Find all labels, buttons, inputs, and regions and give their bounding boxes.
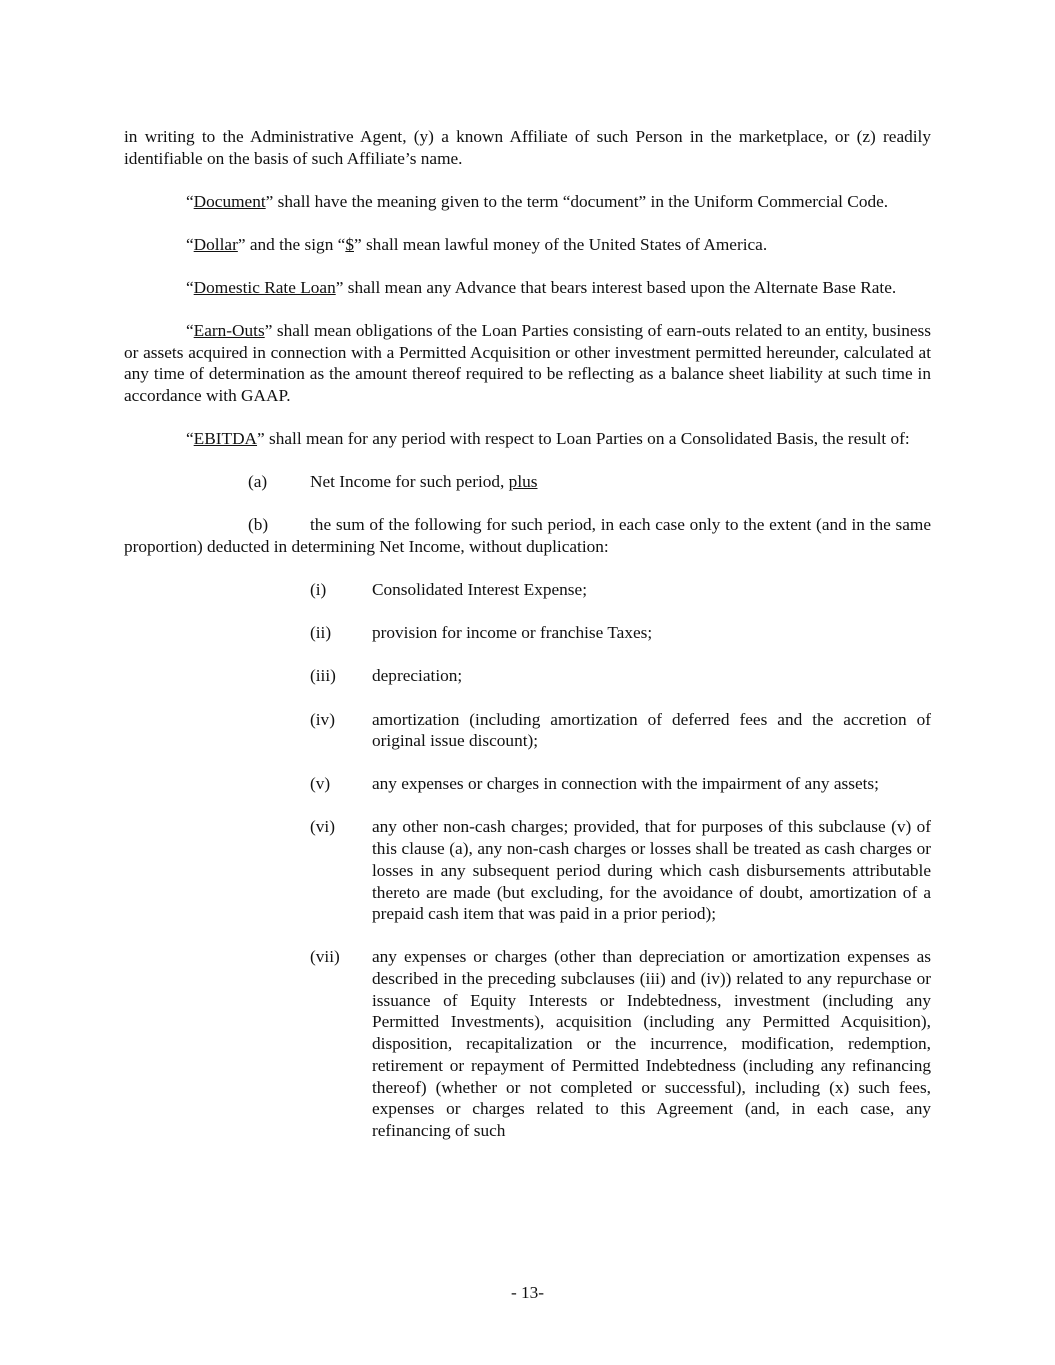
defined-term-dollar-sign: $: [345, 234, 354, 254]
subclause-text: Consolidated Interest Expense;: [372, 580, 588, 600]
defined-term-earn-outs: Earn-Outs: [193, 321, 265, 341]
open-quote: “: [186, 429, 194, 449]
page-body: [124, 126, 931, 1163]
open-quote: “: [186, 191, 194, 211]
clause-label: (a): [248, 472, 268, 492]
defined-term-domestic-rate-loan: Domestic Rate Loan: [193, 277, 336, 297]
clause-plus: plus: [508, 472, 538, 492]
subclause-label: (vi): [310, 817, 335, 837]
subclause-v: [310, 773, 931, 795]
subclause-text: depreciation;: [372, 666, 463, 686]
defined-term-dollar: Dollar: [193, 234, 238, 254]
subclause-label: (i): [310, 580, 327, 600]
subclause-i: [310, 579, 931, 601]
subclause-text: amortization (including amortization of deferred fees and the accretion of original issue discount);: [372, 709, 931, 751]
clause-text: Net Income for such period,: [310, 472, 509, 492]
subclause-vi: [310, 816, 931, 925]
subclause-text: provision for income or franchise Taxes;: [372, 623, 653, 643]
subclause-vii: [310, 946, 931, 1141]
subclause-ii: [310, 622, 931, 644]
definition-text: ” shall mean obligations of the Loan Parties consisting of earn-outs related to an entity, business or assets acquired in connection with a Permitted Acquisition or other investment permitted hereunder, calculated at any time of determination as the amount thereof required to be reflecting as a balance sheet liability at such time in accordance with GAAP.: [124, 321, 931, 406]
subclause-label: (vii): [310, 947, 340, 967]
subclause-iv: [310, 709, 931, 752]
subclause-text: any other non-cash charges; provided, that for purposes of this subclause (v) of this clause (a), any non-cash charges or losses shall be treated as cash charges or losses in any subsequent period during which cash disbursements attributable thereto are made (but excluding, for the avoidance of doubt, amortization of a prepaid cash item that was paid in a prior period);: [372, 817, 931, 924]
definition-text: ” shall have the meaning given to the term “document” in the Uniform Commercial Code.: [265, 191, 889, 211]
definition-document: [124, 191, 931, 213]
page-number: - 13-: [510, 1283, 545, 1302]
open-quote: “: [186, 277, 194, 297]
definition-dollar: [124, 234, 931, 256]
definition-ebitda: [124, 428, 931, 450]
subclause-label: (ii): [310, 623, 332, 643]
definition-text-mid: ” and the sign “: [237, 234, 346, 254]
defined-term-document: Document: [193, 191, 266, 211]
clause-a: [248, 471, 931, 493]
subclause-label: (v): [310, 774, 331, 794]
clause-label: (b): [248, 515, 269, 535]
open-quote: “: [186, 321, 194, 341]
clause-b: [124, 514, 931, 557]
definition-text: ” shall mean any Advance that bears interest based upon the Alternate Base Rate.: [335, 277, 897, 297]
subclause-text: any expenses or charges (other than depreciation or amortization expenses as described in the preceding subclauses (iii) and (iv)) related to any repurchase or issuance of Equity Interests or Indebtedness, investment (including any Permitted Investments), acquisition (including any Permitted Acquisition), disposition, recapitalization or the incurrence, modification, redemption, retirement or repayment of Permitted Indebtedness (including any refinancing thereof) (whether or not completed or successful), including (x) such fees, expenses or charges related to this Agreement (and, in each case, any refinancing of such: [372, 947, 931, 1140]
clause-text: the sum of the following for such period, in each case only to the extent (and in the same proportion) deducted in determining Net Income, without duplication:: [124, 515, 931, 557]
definition-text: ” shall mean for any period with respect to Loan Parties on a Consolidated Basis, the result of:: [257, 429, 910, 449]
open-quote: “: [186, 234, 194, 254]
defined-term-ebitda: EBITDA: [193, 429, 258, 449]
subclause-iii: [310, 665, 931, 687]
definition-text: ” shall mean lawful money of the United States of America.: [353, 234, 768, 254]
definition-domestic-rate-loan: [124, 277, 931, 299]
definition-earn-outs: [124, 320, 931, 407]
subclause-label: (iv): [310, 709, 335, 729]
subclause-text: any expenses or charges in connection with the impairment of any assets;: [372, 774, 879, 794]
subclause-label: (iii): [310, 666, 336, 686]
intro-paragraph: in writing to the Administrative Agent, (y) a known Affiliate of such Person in the marketplace, or (z) readily identifiable on the basis of such Affiliate’s name.: [124, 127, 931, 168]
